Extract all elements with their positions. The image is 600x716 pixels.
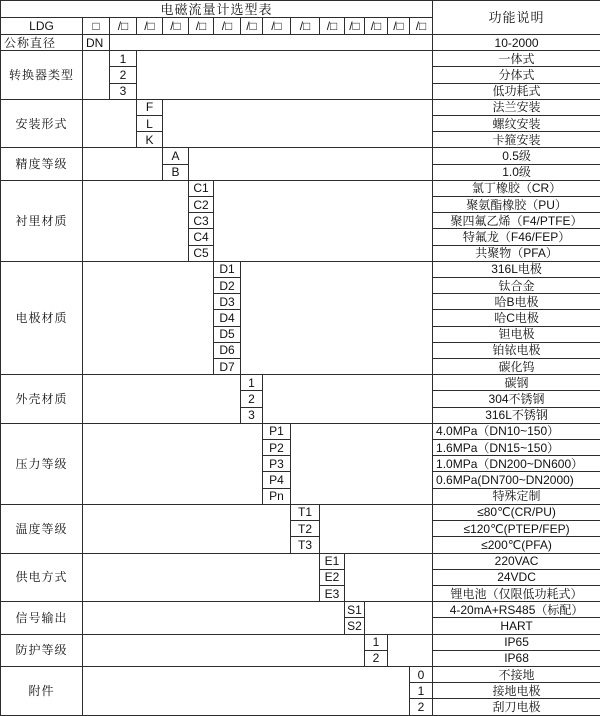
model-prefix-cell: LDG: [1, 18, 83, 35]
description-cell: 锂电池（仅限低功耗式）: [433, 585, 600, 601]
code-cell: 2: [241, 391, 263, 407]
code-cell: 2: [110, 67, 137, 83]
description-cell: 低功耗式: [433, 83, 600, 99]
empty-span-cell: [291, 423, 433, 504]
code-cell: L: [137, 116, 163, 132]
code-cell: 2: [365, 650, 388, 666]
model-slot-cell: /□: [137, 18, 163, 35]
description-cell: 24VDC: [433, 569, 600, 585]
description-cell: 4.0MPa（DN10~150）: [433, 423, 600, 439]
empty-span-cell: [83, 51, 110, 100]
code-cell: P1: [263, 423, 291, 439]
table-title: 电磁流量计选型表: [1, 1, 433, 18]
empty-span-cell: [388, 634, 433, 666]
empty-span-cell: [83, 634, 365, 666]
empty-span-cell: [83, 261, 214, 374]
model-slot-cell: /□: [388, 18, 410, 35]
category-label: 衬里材质: [1, 180, 83, 261]
empty-span-cell: [241, 261, 433, 374]
code-cell: C3: [189, 213, 214, 229]
empty-span-cell: [83, 148, 163, 180]
model-slot-cell: /□: [214, 18, 241, 35]
empty-span-cell: [83, 666, 410, 715]
code-cell: F: [137, 99, 163, 115]
description-cell: 1.0MPa（DN200~DN600）: [433, 456, 600, 472]
code-cell: 1: [365, 634, 388, 650]
model-slot-cell: /□: [291, 18, 320, 35]
code-cell: 3: [241, 407, 263, 423]
category-label: 外壳材质: [1, 375, 83, 424]
description-cell: 不接地: [433, 666, 600, 682]
empty-span-cell: [189, 148, 433, 180]
code-cell: C1: [189, 180, 214, 196]
empty-span-cell: [83, 553, 320, 602]
code-cell: K: [137, 132, 163, 148]
empty-span-cell: [110, 35, 433, 51]
code-cell: DN: [83, 35, 110, 51]
description-cell: 钛合金: [433, 278, 600, 294]
description-cell: 10-2000: [433, 35, 600, 51]
empty-span-cell: [83, 180, 189, 261]
code-cell: C5: [189, 245, 214, 261]
code-cell: D2: [214, 278, 241, 294]
empty-span-cell: [137, 51, 433, 100]
category-label: 压力等级: [1, 423, 83, 504]
code-cell: C4: [189, 229, 214, 245]
category-label: 转换器类型: [1, 51, 83, 100]
description-cell: 1.0级: [433, 164, 600, 180]
code-cell: T3: [291, 537, 320, 553]
description-cell: 0.6MPa(DN700~DN2000): [433, 472, 600, 488]
empty-span-cell: [83, 99, 137, 148]
code-cell: E3: [320, 585, 345, 601]
description-cell: 刮刀电极: [433, 699, 600, 716]
category-label: 信号输出: [1, 602, 83, 634]
category-label: 电极材质: [1, 261, 83, 374]
code-cell: D4: [214, 310, 241, 326]
description-cell: 铂铱电极: [433, 342, 600, 358]
empty-span-cell: [163, 99, 433, 148]
description-cell: ≤120℃(PTEP/FEP): [433, 521, 600, 537]
description-cell: 螺纹安装: [433, 116, 600, 132]
code-cell: 1: [410, 683, 433, 699]
description-cell: 1.6MPa（DN15~150）: [433, 440, 600, 456]
empty-span-cell: [320, 504, 433, 553]
empty-span-cell: [83, 504, 291, 553]
code-cell: P3: [263, 456, 291, 472]
model-slot-cell: /□: [320, 18, 345, 35]
code-cell: Pn: [263, 488, 291, 504]
description-cell: 碳化钨: [433, 359, 600, 375]
description-cell: 4-20mA+RS485（标配）: [433, 602, 600, 618]
category-label: 供电方式: [1, 553, 83, 602]
empty-span-cell: [365, 602, 433, 634]
description-cell: 220VAC: [433, 553, 600, 569]
model-slot-cell: /□: [365, 18, 388, 35]
category-label: 公称直径: [1, 35, 83, 51]
description-cell: 聚四氟乙烯（F4/PTFE）: [433, 213, 600, 229]
code-cell: 2: [410, 699, 433, 716]
description-cell: 共聚物（PFA）: [433, 245, 600, 261]
description-cell: 304不锈钢: [433, 391, 600, 407]
description-cell: 哈C电极: [433, 310, 600, 326]
empty-span-cell: [83, 602, 345, 634]
description-cell: 一体式: [433, 51, 600, 67]
description-cell: 钽电极: [433, 326, 600, 342]
model-slot-cell: /□: [263, 18, 291, 35]
code-cell: D5: [214, 326, 241, 342]
code-cell: A: [163, 148, 189, 164]
code-cell: S2: [345, 618, 365, 634]
description-cell: ≤200℃(PFA): [433, 537, 600, 553]
description-cell: IP65: [433, 634, 600, 650]
code-cell: S1: [345, 602, 365, 618]
code-cell: 3: [110, 83, 137, 99]
model-slot-cell: /□: [241, 18, 263, 35]
description-cell: 分体式: [433, 67, 600, 83]
code-cell: 1: [241, 375, 263, 391]
code-cell: E2: [320, 569, 345, 585]
category-label: 防护等级: [1, 634, 83, 666]
code-cell: 0: [410, 666, 433, 682]
code-cell: B: [163, 164, 189, 180]
code-cell: D3: [214, 294, 241, 310]
model-slot-cell: /□: [163, 18, 189, 35]
model-slot-cell: /□: [189, 18, 214, 35]
empty-span-cell: [214, 180, 433, 261]
code-cell: 1: [110, 51, 137, 67]
description-cell: 碳钢: [433, 375, 600, 391]
code-cell: C2: [189, 197, 214, 213]
description-cell: 卡箍安装: [433, 132, 600, 148]
description-cell: HART: [433, 618, 600, 634]
code-cell: D1: [214, 261, 241, 277]
description-cell: 接地电极: [433, 683, 600, 699]
category-label: 安装形式: [1, 99, 83, 148]
description-cell: 316L电极: [433, 261, 600, 277]
code-cell: T2: [291, 521, 320, 537]
model-slot-cell: /□: [410, 18, 433, 35]
model-slot-cell: /□: [345, 18, 365, 35]
description-cell: 316L不锈钢: [433, 407, 600, 423]
empty-span-cell: [83, 375, 241, 424]
code-cell: D7: [214, 359, 241, 375]
description-cell: 氯丁橡胶（CR）: [433, 180, 600, 196]
code-cell: T1: [291, 504, 320, 520]
code-cell: P4: [263, 472, 291, 488]
description-cell: 法兰安装: [433, 99, 600, 115]
code-cell: P2: [263, 440, 291, 456]
description-cell: 哈B电极: [433, 294, 600, 310]
category-label: 温度等级: [1, 504, 83, 553]
description-cell: IP68: [433, 650, 600, 666]
empty-span-cell: [263, 375, 433, 424]
code-cell: E1: [320, 553, 345, 569]
model-slot-cell: /□: [110, 18, 137, 35]
category-label: 精度等级: [1, 148, 83, 180]
category-label: 附件: [1, 666, 83, 715]
description-cell: 特殊定制: [433, 488, 600, 504]
description-cell: 聚氨酯橡胶（PU）: [433, 197, 600, 213]
description-cell: 0.5级: [433, 148, 600, 164]
description-cell: 特氟龙（F46/FEP）: [433, 229, 600, 245]
description-cell: ≤80℃(CR/PU): [433, 504, 600, 520]
code-cell: D6: [214, 342, 241, 358]
model-box-cell: □: [83, 18, 110, 35]
function-column-header: 功能说明: [433, 1, 600, 35]
empty-span-cell: [83, 423, 263, 504]
empty-span-cell: [345, 553, 433, 602]
